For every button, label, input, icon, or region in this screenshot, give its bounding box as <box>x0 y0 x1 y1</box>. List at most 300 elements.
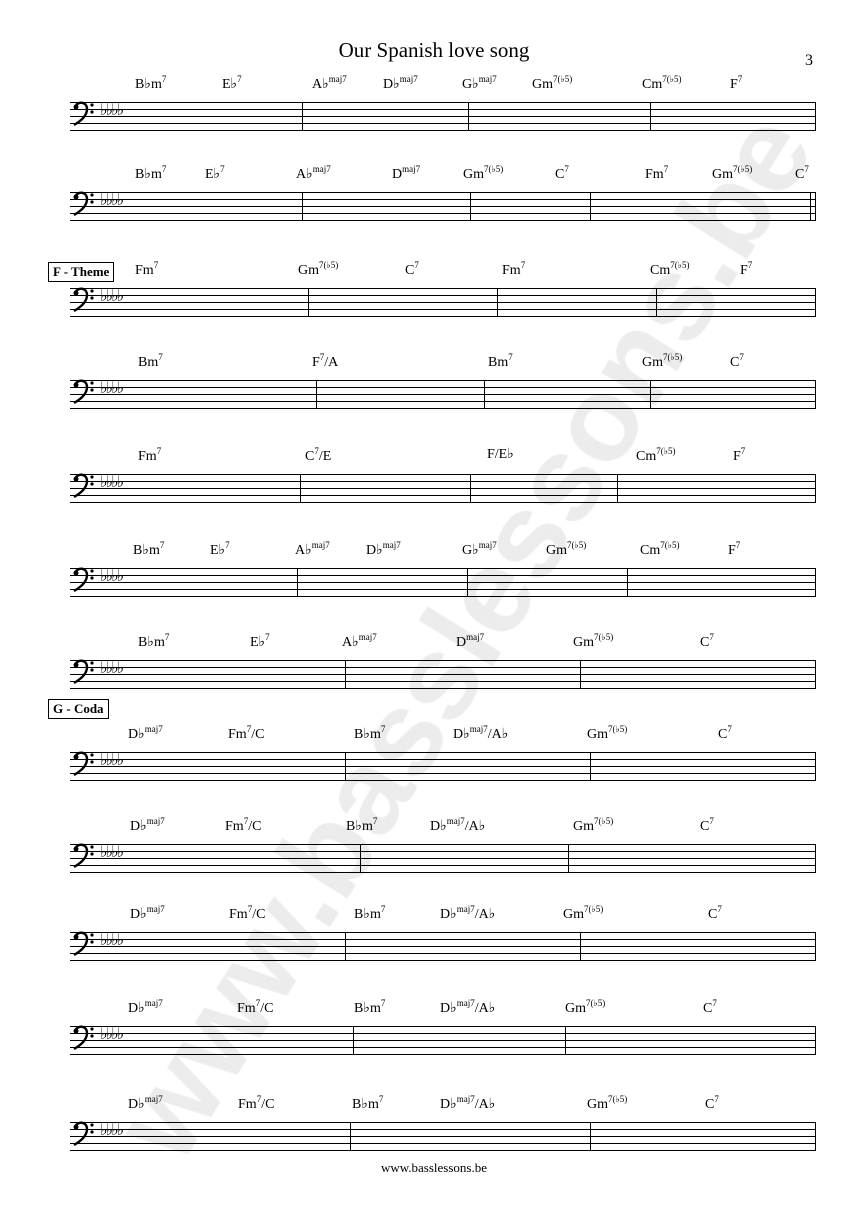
chord-extension: 7(♭5) <box>584 904 604 914</box>
chord-bass: /C <box>260 1001 274 1016</box>
barline <box>815 1122 816 1151</box>
chord-root: Gm <box>587 727 608 742</box>
staff-line <box>70 192 816 193</box>
staff-line <box>70 667 816 668</box>
chord-extension: maj7 <box>402 164 421 174</box>
chord-symbol <box>487 446 514 463</box>
chord-symbol <box>135 260 158 279</box>
chord-root: B♭m <box>354 1001 381 1016</box>
chord-root: Gm <box>573 635 594 650</box>
barline <box>815 474 816 503</box>
staff-system <box>0 534 868 614</box>
bass-clef-icon <box>72 101 96 127</box>
chord-extension: 7 <box>520 260 526 270</box>
staff-line <box>70 752 816 753</box>
chord-extension: 7 <box>747 260 753 270</box>
chord-root: G♭ <box>462 543 479 558</box>
bass-staff <box>70 1122 816 1150</box>
key-signature-icon: ♭♭♭♭ <box>100 378 123 397</box>
staff-system <box>0 992 868 1072</box>
staff-line <box>70 481 816 482</box>
staff-line <box>70 865 816 866</box>
chord-bass: /A <box>324 355 339 370</box>
chord-root: A♭ <box>295 543 312 558</box>
chord-extension: 7 <box>243 816 249 826</box>
chord-symbol <box>440 904 495 923</box>
chord-extension: 7(♭5) <box>660 540 680 550</box>
chord-extension: 7 <box>225 540 230 550</box>
chord-symbol <box>587 1094 627 1113</box>
chord-root: Gm <box>712 167 733 182</box>
bass-clef-icon <box>72 379 96 405</box>
chord-root: Fm <box>138 449 157 464</box>
double-barline <box>810 192 811 221</box>
chord-root: Fm <box>229 907 248 922</box>
chord-root: B♭m <box>354 727 381 742</box>
staff-line <box>70 102 816 103</box>
chord-extension: 7(♭5) <box>733 164 753 174</box>
chord-extension: 7 <box>265 632 270 642</box>
staff-line <box>70 1143 816 1144</box>
bass-staff <box>70 844 816 872</box>
barline <box>467 568 468 597</box>
chord-symbol <box>555 164 569 183</box>
chord-symbol <box>645 164 668 183</box>
chord-root: Gm <box>463 167 484 182</box>
rehearsal-mark: F - Theme <box>48 262 114 282</box>
chord-extension: maj7 <box>146 904 165 914</box>
bass-staff <box>70 568 816 596</box>
chord-root: Fm <box>237 1001 256 1016</box>
staff-line <box>70 858 816 859</box>
chord-bass: /A♭ <box>487 727 509 742</box>
page-title: Our Spanish love song <box>338 38 530 62</box>
barline <box>815 1026 816 1055</box>
bass-clef-icon <box>72 659 96 685</box>
chord-extension: 7 <box>378 1094 384 1104</box>
chord-symbol <box>640 540 679 559</box>
barline <box>297 568 298 597</box>
key-signature-icon: ♭♭♭♭ <box>100 842 123 861</box>
chord-symbol <box>392 164 420 183</box>
chord-symbol <box>636 446 675 465</box>
chord-root: C <box>405 263 415 278</box>
chord-symbol <box>133 540 164 559</box>
chord-symbol <box>128 724 163 743</box>
staff-line <box>70 213 816 214</box>
barline <box>350 1122 351 1151</box>
chord-symbol <box>238 1094 274 1113</box>
chord-root: F <box>740 263 748 278</box>
chord-symbol <box>222 74 242 93</box>
staff-line <box>70 1129 816 1130</box>
staff-line <box>70 309 816 310</box>
staff-line <box>70 773 816 774</box>
chord-symbol <box>130 904 165 923</box>
barline <box>302 102 303 131</box>
chord-bass: /A♭ <box>474 1001 496 1016</box>
chord-symbol <box>708 904 722 923</box>
chord-extension: 7 <box>158 352 163 362</box>
barline <box>353 1026 354 1055</box>
barline <box>580 660 581 689</box>
chord-root: F <box>312 355 320 370</box>
chord-root: Gm <box>565 1001 586 1016</box>
bass-clef-icon <box>72 843 96 869</box>
chord-extension: 7(♭5) <box>319 260 339 270</box>
chord-extension: 7 <box>712 998 717 1008</box>
chord-symbol <box>295 540 330 559</box>
chord-root: B♭m <box>138 635 165 650</box>
staff-line <box>70 851 816 852</box>
chord-symbol <box>712 164 752 183</box>
barline <box>650 102 651 131</box>
chord-root: F <box>728 543 736 558</box>
chord-bass: /C <box>252 907 266 922</box>
chord-extension: 7 <box>319 352 325 362</box>
staff-line <box>70 568 816 569</box>
chord-symbol <box>354 904 385 923</box>
chord-extension: maj7 <box>144 724 163 734</box>
bass-clef-icon <box>72 751 96 777</box>
chord-symbol <box>795 164 809 183</box>
bass-clef-icon <box>72 191 96 217</box>
chord-root: Bm <box>138 355 159 370</box>
chord-symbol <box>128 1094 163 1113</box>
chord-extension: 7(♭5) <box>594 816 614 826</box>
staff-line <box>70 932 816 933</box>
chord-extension: 7 <box>372 816 378 826</box>
chord-extension: 7(♭5) <box>553 74 573 84</box>
chord-extension: 7 <box>161 74 167 84</box>
chord-extension: 7(♭5) <box>608 724 628 734</box>
chord-root: D♭ <box>128 1001 145 1016</box>
barline <box>470 192 471 221</box>
staff-line <box>70 688 816 689</box>
chord-root: C <box>700 635 710 650</box>
chord-root: Fm <box>645 167 664 182</box>
chord-extension: 7 <box>727 724 732 734</box>
chord-symbol <box>650 260 689 279</box>
chord-root: C <box>718 727 728 742</box>
staff-line <box>70 960 816 961</box>
barline <box>345 752 346 781</box>
chord-symbol <box>225 816 261 835</box>
staff-line <box>70 1136 816 1137</box>
bass-staff <box>70 192 816 220</box>
chord-symbol <box>229 904 265 923</box>
staff-line <box>70 1054 816 1055</box>
chord-extension: 7 <box>159 540 165 550</box>
staff-line <box>70 220 816 221</box>
chord-symbol <box>138 446 161 465</box>
staff-line <box>70 502 816 503</box>
barline <box>580 932 581 961</box>
chord-root: F/E♭ <box>487 447 514 462</box>
chord-root: B♭m <box>133 543 160 558</box>
chord-symbol <box>138 352 163 371</box>
key-signature-icon: ♭♭♭♭ <box>100 472 123 491</box>
chord-bass: /C <box>251 727 265 742</box>
staff-line <box>70 206 816 207</box>
staff-line <box>70 380 816 381</box>
chord-extension: 7 <box>735 540 741 550</box>
chord-extension: maj7 <box>456 998 475 1008</box>
barline <box>468 102 469 131</box>
chord-symbol <box>703 998 717 1017</box>
chord-symbol <box>718 724 732 743</box>
barline <box>345 660 346 689</box>
staff-line <box>70 288 816 289</box>
chord-root: B♭m <box>135 167 162 182</box>
chord-root: Gm <box>587 1097 608 1112</box>
staff-system <box>0 626 868 706</box>
chord-symbol <box>312 74 347 93</box>
barline <box>568 844 569 873</box>
chord-root: D♭ <box>440 907 457 922</box>
chord-symbol <box>228 724 264 743</box>
staff-line <box>70 1040 816 1041</box>
chord-extension: 7 <box>161 164 167 174</box>
staff-line <box>70 1150 816 1151</box>
chord-root: C <box>730 355 740 370</box>
chord-symbol <box>642 352 682 371</box>
key-signature-icon: ♭♭♭♭ <box>100 1120 123 1139</box>
bass-clef-icon <box>72 931 96 957</box>
barline <box>590 752 591 781</box>
chord-root: E♭ <box>250 635 266 650</box>
chord-extension: 7 <box>663 164 669 174</box>
chord-extension: maj7 <box>144 1094 163 1104</box>
chord-symbol <box>573 816 613 835</box>
chord-symbol <box>354 724 385 743</box>
chord-symbol <box>740 260 752 279</box>
page-number: 3 <box>805 52 813 69</box>
chord-extension: 7 <box>255 998 261 1008</box>
staff-line <box>70 596 816 597</box>
barline <box>484 380 485 409</box>
chord-extension: 7 <box>156 446 162 456</box>
chord-root: Gm <box>642 355 663 370</box>
chord-root: F <box>733 449 741 464</box>
chord-symbol <box>587 724 627 743</box>
bass-staff <box>70 1026 816 1054</box>
staff-line <box>70 130 816 131</box>
chord-root: Fm <box>228 727 247 742</box>
chord-symbol <box>700 816 714 835</box>
barline <box>815 844 816 873</box>
staff-line <box>70 116 816 117</box>
chord-extension: 7 <box>709 816 714 826</box>
chord-symbol <box>532 74 572 93</box>
key-signature-icon: ♭♭♭♭ <box>100 658 123 677</box>
chord-root: Gm <box>532 77 553 92</box>
staff-system <box>0 346 868 426</box>
chord-extension: 7 <box>314 446 319 456</box>
staff-line <box>70 109 816 110</box>
staff-system <box>0 810 868 890</box>
chord-extension: 7 <box>714 1094 719 1104</box>
chord-extension: 7(♭5) <box>663 352 683 362</box>
chord-root: C <box>703 1001 713 1016</box>
bass-staff <box>70 474 816 502</box>
chord-bass: /A♭ <box>464 819 486 834</box>
chord-extension: 7 <box>220 164 225 174</box>
chord-extension: maj7 <box>469 724 488 734</box>
barline <box>815 660 816 689</box>
chord-root: A♭ <box>296 167 313 182</box>
staff-line <box>70 302 816 303</box>
chord-symbol <box>354 998 385 1017</box>
staff-line <box>70 1122 816 1123</box>
chord-symbol <box>453 724 508 743</box>
chord-extension: maj7 <box>478 540 497 550</box>
chord-root: Gm <box>563 907 584 922</box>
chord-extension: 7 <box>247 904 253 914</box>
chord-root: Cm <box>650 263 671 278</box>
chord-extension: maj7 <box>146 816 165 826</box>
chord-root: D♭ <box>128 1097 145 1112</box>
chord-symbol <box>728 540 740 559</box>
chord-symbol <box>237 998 273 1017</box>
chord-extension: 7 <box>256 1094 262 1104</box>
chord-extension: 7 <box>380 998 386 1008</box>
chord-root: C <box>795 167 805 182</box>
chord-bass: /C <box>248 819 262 834</box>
barline <box>345 932 346 961</box>
chord-root: Cm <box>640 543 661 558</box>
bass-staff <box>70 380 816 408</box>
staff-line <box>70 123 816 124</box>
key-signature-icon: ♭♭♭♭ <box>100 1024 123 1043</box>
key-signature-icon: ♭♭♭♭ <box>100 100 123 119</box>
staff-line <box>70 575 816 576</box>
chord-root: E♭ <box>222 77 238 92</box>
chord-extension: 7(♭5) <box>586 998 606 1008</box>
chord-extension: 7 <box>164 632 170 642</box>
chord-root: D♭ <box>128 727 145 742</box>
staff-line <box>70 660 816 661</box>
barline <box>815 568 816 597</box>
chord-symbol <box>462 74 497 93</box>
chord-root: D♭ <box>366 543 383 558</box>
chord-symbol <box>210 540 230 559</box>
chord-bass: /E <box>318 449 332 464</box>
chord-symbol <box>563 904 603 923</box>
barline <box>650 380 651 409</box>
barline <box>815 380 816 409</box>
chord-extension: 7 <box>246 724 252 734</box>
chord-root: D♭ <box>130 819 147 834</box>
chord-bass: /C <box>261 1097 275 1112</box>
chord-root: Gm <box>546 543 567 558</box>
barline <box>497 288 498 317</box>
chord-symbol <box>565 998 605 1017</box>
chord-symbol <box>733 446 745 465</box>
barline <box>308 288 309 317</box>
staff-system <box>0 898 868 978</box>
chord-root: C <box>705 1097 715 1112</box>
chord-extension: 7(♭5) <box>594 632 614 642</box>
chord-symbol <box>488 352 513 371</box>
key-signature-icon: ♭♭♭♭ <box>100 190 123 209</box>
chord-symbol <box>352 1094 383 1113</box>
barline <box>302 192 303 221</box>
chord-extension: maj7 <box>312 164 331 174</box>
chord-root: D <box>392 167 403 182</box>
chord-root: Fm <box>502 263 521 278</box>
staff-line <box>70 408 816 409</box>
chord-symbol <box>546 540 586 559</box>
chord-root: B♭m <box>346 819 373 834</box>
staff-line <box>70 589 816 590</box>
chord-root: D♭ <box>440 1097 457 1112</box>
bass-clef-icon <box>72 287 96 313</box>
barline <box>617 474 618 503</box>
chord-symbol <box>342 632 377 651</box>
chord-symbol <box>366 540 401 559</box>
chord-root: Gm <box>573 819 594 834</box>
chord-symbol <box>138 632 169 651</box>
barline <box>565 1026 566 1055</box>
chord-extension: 7 <box>153 260 159 270</box>
bass-staff <box>70 752 816 780</box>
chord-symbol <box>250 632 270 651</box>
chord-symbol <box>700 632 714 651</box>
chord-extension: 7 <box>717 904 722 914</box>
chord-extension: 7 <box>709 632 714 642</box>
chord-root: B♭m <box>135 77 162 92</box>
staff-line <box>70 1047 816 1048</box>
staff-line <box>70 844 816 845</box>
chord-symbol <box>312 352 338 371</box>
barline <box>815 192 816 221</box>
staff-line <box>70 766 816 767</box>
staff-line <box>70 681 816 682</box>
staff-line <box>70 953 816 954</box>
chord-root: D <box>456 635 467 650</box>
staff-system <box>0 68 868 148</box>
footer-url: www.basslessons.be <box>380 1160 488 1175</box>
bass-clef-icon <box>72 567 96 593</box>
chord-bass: /A♭ <box>474 1097 496 1112</box>
chord-root: D♭ <box>430 819 447 834</box>
staff-line <box>70 401 816 402</box>
chord-bass: /A♭ <box>474 907 496 922</box>
bass-staff <box>70 102 816 130</box>
staff-line <box>70 674 816 675</box>
chord-root: D♭ <box>440 1001 457 1016</box>
chord-root: Fm <box>238 1097 257 1112</box>
key-signature-icon: ♭♭♭♭ <box>100 286 123 305</box>
chord-extension: maj7 <box>382 540 401 550</box>
staff-line <box>70 488 816 489</box>
chord-symbol <box>128 998 163 1017</box>
chord-symbol <box>296 164 331 183</box>
chord-symbol <box>502 260 525 279</box>
chord-symbol <box>135 164 166 183</box>
chord-root: B♭m <box>354 907 381 922</box>
chord-root: Fm <box>225 819 244 834</box>
staff-line <box>70 316 816 317</box>
chord-extension: maj7 <box>358 632 377 642</box>
barline <box>815 932 816 961</box>
chord-symbol <box>298 260 338 279</box>
chord-extension: 7(♭5) <box>662 74 682 84</box>
staff-line <box>70 387 816 388</box>
chord-root: F <box>730 77 738 92</box>
chord-symbol <box>346 816 377 835</box>
